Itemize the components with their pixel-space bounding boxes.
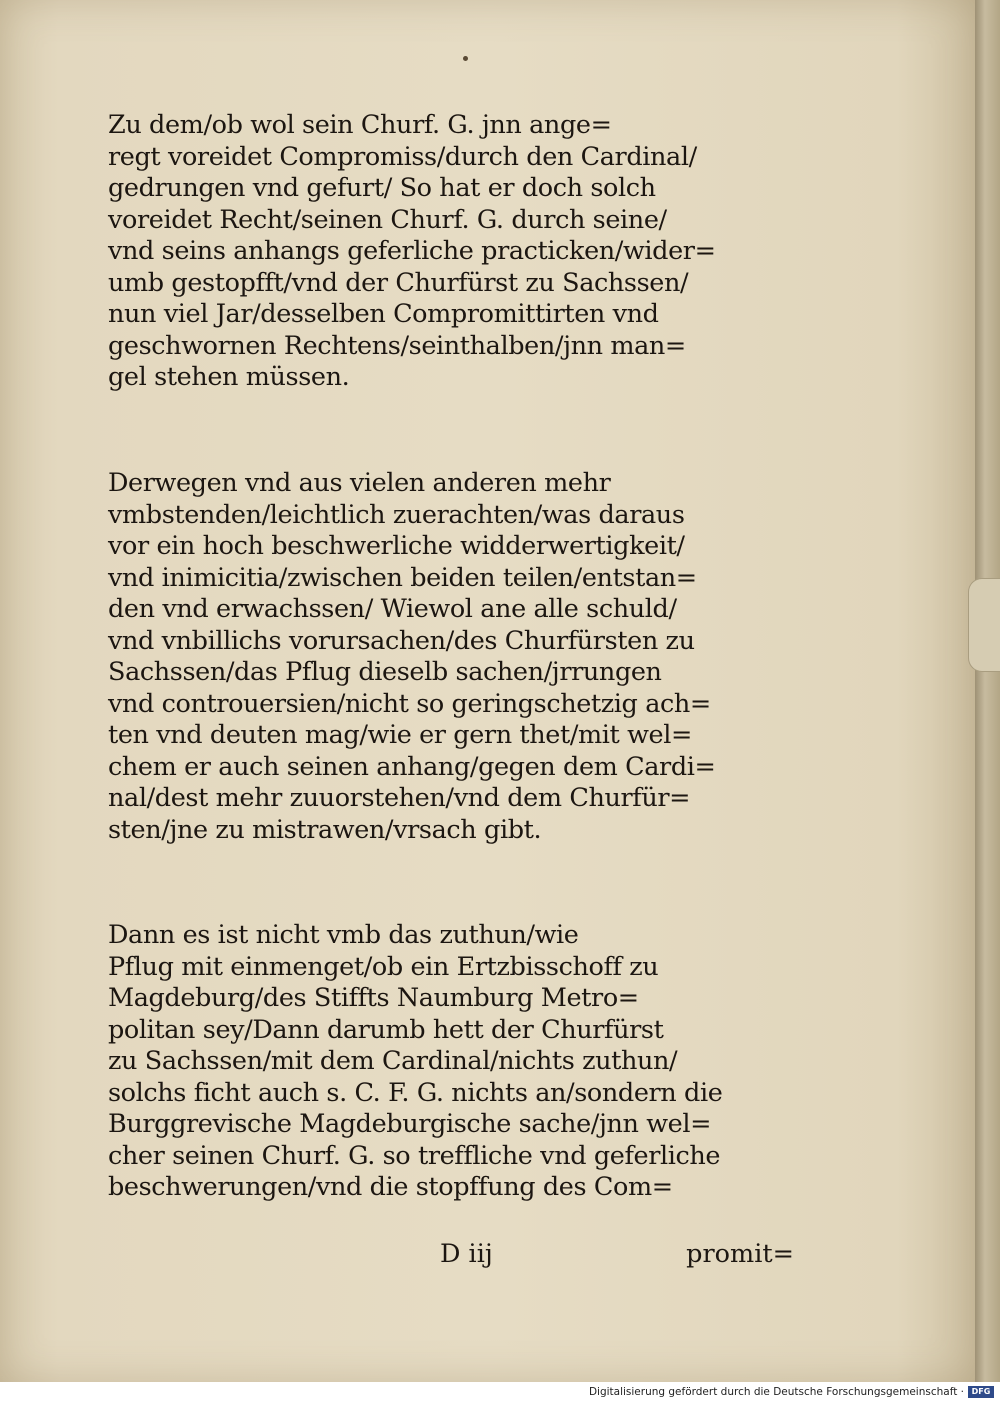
catchword: promit= — [686, 1239, 794, 1269]
text-line: Sachssen/das Pflug dieselb sachen/jrrungen — [108, 657, 662, 687]
paragraph-1 — [108, 110, 716, 394]
text-line: vnd controuersien/nicht so geringschetzig ach= — [108, 688, 711, 719]
text-line: beschwerungen/vnd die stopffung des Com= — [108, 1172, 673, 1202]
paragraph-2 — [108, 468, 715, 846]
text-line: gel stehen müssen. — [108, 362, 350, 392]
text-line: Dann es ist nicht vmb das zuthun/wie — [108, 920, 579, 950]
text-line: Pflug mit einmenget/ob ein Ertzbisschoff zu — [108, 951, 659, 982]
text-line: ten vnd deuten mag/wie er gern thet/mit wel= — [108, 720, 692, 750]
text-line: solchs ficht auch s. C. F. G. nichts an/sondern die — [108, 1077, 723, 1108]
page-foot-row — [108, 1237, 798, 1271]
text-line: vnd seins anhangs geferliche practicken/wider= — [108, 236, 716, 266]
text-line: Burggrevische Magdeburgische sache/jnn wel= — [108, 1109, 712, 1139]
footer-credit: Digitalisierung gefördert durch die Deutsche Forschungsgemeinschaft · — [588, 1386, 964, 1398]
paragraph-3 — [108, 920, 722, 1204]
text-line: vor ein hoch beschwerliche widderwertigkeit/ — [108, 531, 685, 561]
dfg-logo: DFG — [968, 1386, 994, 1398]
signature-mark: D iij — [440, 1239, 493, 1269]
text-line: Derwegen vnd aus vielen anderen mehr — [108, 468, 611, 498]
text-line: vnd inimicitia/zwischen beiden teilen/entstan= — [108, 562, 697, 593]
text-line: Zu dem/ob wol sein Churf. G. jnn ange= — [108, 110, 612, 140]
text-line: voreidet Recht/seinen Churf. G. durch seine/ — [108, 204, 667, 235]
text-line: regt voreidet Compromiss/durch den Cardinal/ — [108, 141, 697, 172]
text-line: geschwornen Rechtens/seinthalben/jnn man= — [108, 330, 686, 361]
text-line: cher seinen Churf. G. so treffliche vnd geferliche — [108, 1140, 721, 1171]
footer-bar — [0, 1382, 1000, 1402]
text-line: politan sey/Dann darumb hett der Churfürst — [108, 1014, 664, 1045]
text-line: vnd vnbillichs vorursachen/des Churfürsten zu — [108, 625, 695, 656]
text-line: umb gestopfft/vnd der Churfürst zu Sachssen/ — [108, 267, 689, 298]
text-line: sten/jne zu mistrawen/vrsach gibt. — [108, 814, 542, 845]
text-line: den vnd erwachssen/ Wiewol ane alle schuld/ — [108, 594, 677, 624]
text-line: gedrungen vnd gefurt/ So hat er doch solch — [108, 173, 656, 203]
text-line: nal/dest mehr zuuorstehen/vnd dem Churfür= — [108, 783, 691, 813]
text-line: chem er auch seinen anhang/gegen dem Cardi= — [108, 751, 716, 782]
text-line: nun viel Jar/desselben Compromittirten vnd — [108, 299, 659, 329]
page-mark-dot — [463, 56, 468, 61]
text-line: zu Sachssen/mit dem Cardinal/nichts zuthun/ — [108, 1046, 678, 1076]
page-fold-tab — [968, 578, 1000, 672]
page-edge — [975, 0, 1000, 1382]
text-line: vmbstenden/leichtlich zuerachten/was daraus — [108, 499, 685, 530]
text-line: Magdeburg/des Stiffts Naumburg Metro= — [108, 983, 639, 1013]
